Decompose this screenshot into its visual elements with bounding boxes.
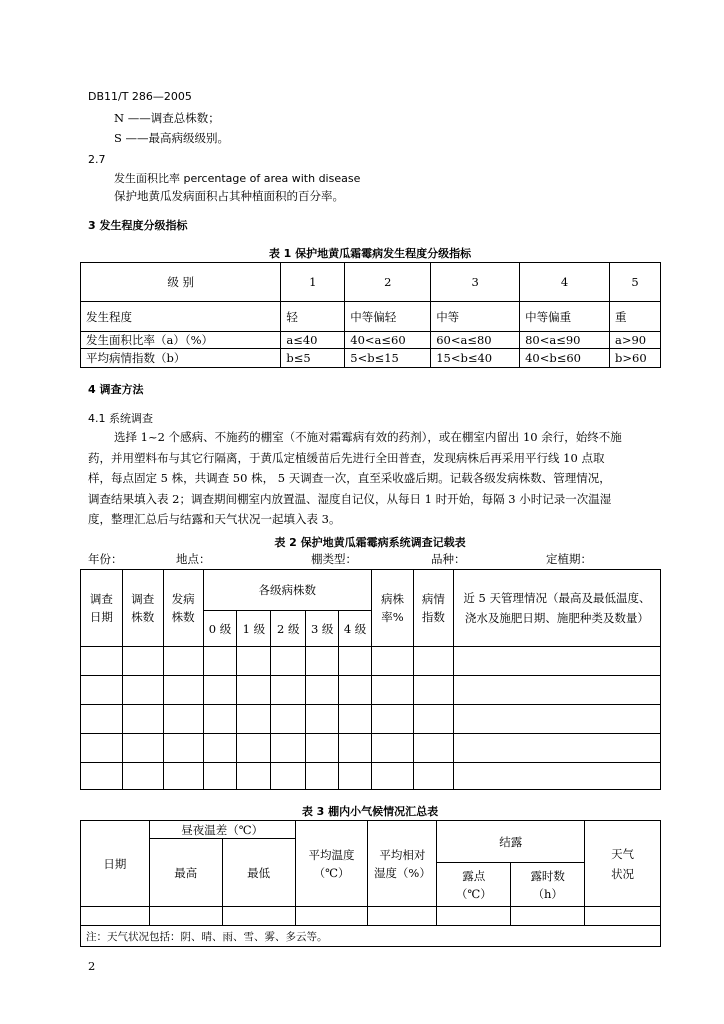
section-2-7-number: 2.7 — [88, 153, 106, 166]
table3-header-avg-humidity: 平均相对 湿度（%） — [368, 821, 437, 907]
table3-header-dew: 结露 — [437, 821, 585, 863]
table2-header-grade-group: 各级病株数 — [203, 570, 371, 611]
paragraph-line: 调查结果填入表 2；调查期间棚室内放置温、湿度自记仪，从每日 1 时开始，每隔 3 小时记录一次温湿 — [88, 491, 612, 506]
table-row — [81, 907, 661, 926]
table3-header-dew-point: 露点 （℃） — [437, 863, 511, 907]
table1-caption: 表 1 保护地黄瓜霜霉病发生程度分级指标 — [268, 247, 472, 260]
table3-note: 注：天气状况包括：阴、晴、雨、雪、雾、多云等。 — [81, 926, 661, 947]
table2-header-row — [81, 570, 661, 611]
table2-header-grade: 2 级 — [271, 611, 306, 647]
table2-header-date: 调查 日期 — [81, 570, 123, 647]
table-row — [81, 734, 661, 763]
field-planting-date: 定植期： — [546, 552, 592, 566]
table3-note-row — [81, 926, 661, 947]
table-row — [81, 302, 661, 332]
table3-header-date: 日期 — [81, 821, 150, 907]
table1-cell: a>90 — [610, 332, 661, 349]
table-row — [81, 647, 661, 676]
table3-header-weather: 天气 状况 — [585, 821, 661, 907]
page-number: 2 — [88, 959, 96, 973]
table2-header-grade: 1 级 — [237, 611, 271, 647]
table-row — [81, 705, 661, 734]
section-3-heading: 3 发生程度分级指标 — [88, 219, 188, 232]
field-year: 年份： — [88, 552, 123, 566]
table2-header-management: 近 5 天管理情况（最高及最低温度、浇水及施肥日期、施肥种类及数量） — [453, 570, 660, 647]
table1-header-row — [81, 263, 661, 302]
term-definition: 保护地黄瓜发病面积占其种植面积的百分率。 — [114, 189, 344, 203]
table2-header-rate: 病株 率% — [372, 570, 414, 647]
table-row — [81, 349, 661, 368]
table3-header-max: 最高 — [149, 839, 222, 907]
paragraph-line: 药，并用塑料布与其它行隔离，于黄瓜定植缓苗后先进行全田普查，发现病株后再采用平行线 10 点取 — [88, 450, 605, 465]
section-4-heading: 4 调查方法 — [88, 383, 144, 396]
table-row — [81, 332, 661, 349]
table1-cell: 重 — [610, 302, 661, 332]
definition-n: N ——调查总株数； — [114, 111, 220, 125]
table1-cell: 40<a≤60 — [345, 332, 431, 349]
section-4-1-heading: 4.1 系统调查 — [88, 412, 153, 425]
section-4-1-paragraph — [88, 427, 668, 530]
field-variety: 品种： — [431, 552, 466, 566]
paragraph-line: 度，整理汇总后与结露和天气状况一起填入表 3。 — [88, 512, 341, 526]
paragraph-line: 选择 1~2 个感病、不施药的棚室（不施对霜霉病有效的药剂），或在棚室内留出 10 余行，始终不施 — [114, 430, 622, 444]
field-location: 地点： — [176, 552, 211, 566]
table1-cell: 15<b≤40 — [431, 349, 520, 368]
paragraph-line: 样，每点固定 5 株，共调查 50 株， 5 天调查一次，直至采收盛后期。记载各级发病株数、管理情况， — [88, 471, 611, 485]
table1-cell: 5 — [610, 263, 661, 302]
table1-cell: 60<a≤80 — [431, 332, 520, 349]
table1-grading — [80, 262, 661, 368]
table1-cell: 中等 — [431, 302, 520, 332]
table-row — [81, 676, 661, 705]
table3-caption: 表 3 棚内小气候情况汇总表 — [301, 805, 439, 818]
table2-header-index: 病情 指数 — [413, 570, 453, 647]
field-greenhouse-type: 棚类型： — [311, 552, 357, 566]
table1-cell: 中等偏轻 — [345, 302, 431, 332]
table1-cell: 中等偏重 — [520, 302, 610, 332]
table1-cell: 5<b≤15 — [345, 349, 431, 368]
table1-cell: 4 — [520, 263, 610, 302]
table1-cell: 2 — [345, 263, 431, 302]
term-title: 发生面积比率 percentage of area with disease — [114, 172, 361, 185]
table2-header-plants: 调查 株数 — [122, 570, 163, 647]
table2-survey-record — [80, 569, 661, 790]
table3-header-row — [81, 821, 661, 839]
table3-header-avg-temp: 平均温度 （℃） — [295, 821, 368, 907]
table1-cell: b>60 — [610, 349, 661, 368]
table1-cell: 发生面积比率（a）（%） — [81, 332, 281, 349]
table3-header-temp-diff: 昼夜温差（℃） — [149, 821, 295, 839]
table2-header-grade: 0 级 — [203, 611, 237, 647]
table1-cell: 发生程度 — [81, 302, 281, 332]
table3-header-dew-hours: 露时数 （h） — [511, 863, 585, 907]
table1-cell: 轻 — [281, 302, 345, 332]
table1-cell: 40<b≤60 — [520, 349, 610, 368]
document-code: DB11/T 286—2005 — [88, 90, 192, 103]
table2-header-grade: 4 级 — [339, 611, 372, 647]
table2-header-grade: 3 级 — [306, 611, 339, 647]
table1-cell: 级 别 — [81, 263, 281, 302]
table2-header-diseased: 发病 株数 — [163, 570, 203, 647]
definition-s: S ——最高病级级别。 — [114, 131, 230, 145]
table1-cell: 80<a≤90 — [520, 332, 610, 349]
table3-header-min: 最低 — [222, 839, 295, 907]
table1-cell: 3 — [431, 263, 520, 302]
table1-cell: b≤5 — [281, 349, 345, 368]
table1-cell: 平均病情指数（b） — [81, 349, 281, 368]
table1-cell: 1 — [281, 263, 345, 302]
table-row — [81, 763, 661, 790]
table3-microclimate — [80, 820, 661, 947]
table1-cell: a≤40 — [281, 332, 345, 349]
table2-caption: 表 2 保护地黄瓜霜霉病系统调查记载表 — [274, 536, 466, 549]
